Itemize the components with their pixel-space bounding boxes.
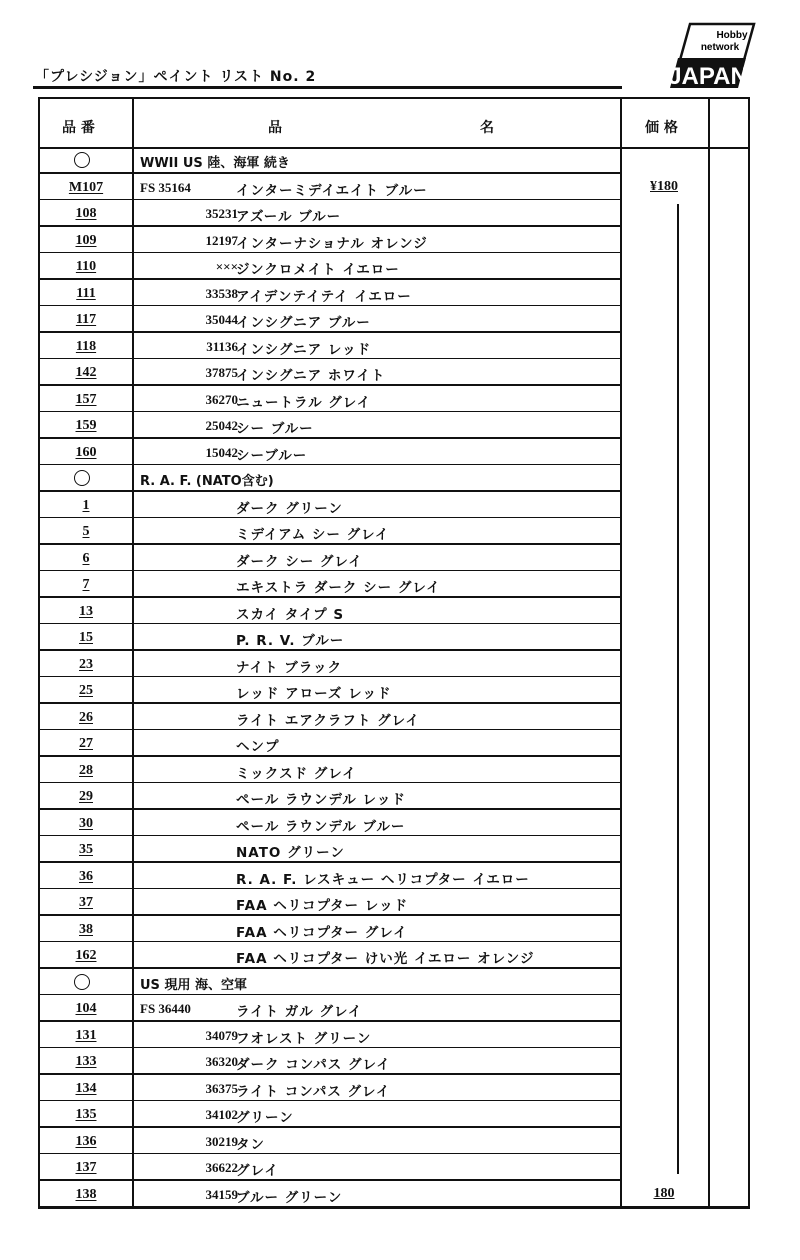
- title-underline: [33, 86, 622, 89]
- item-code: 35: [79, 842, 93, 857]
- item-code: 23: [79, 656, 93, 672]
- paint-name: ライト コンパス グレイ: [236, 1083, 391, 1100]
- paint-name: FAA ヘリコプター けい光 イエロー オレンジ: [236, 951, 535, 967]
- paint-name: ダーク グリーン: [236, 500, 343, 517]
- logo-text-network: network: [700, 42, 740, 53]
- table-row: [40, 810, 748, 837]
- fs-number: 36375: [205, 1080, 238, 1096]
- paint-name: R. A. F. レスキュー ヘリコプター イエロー: [236, 871, 530, 888]
- item-code: 118: [75, 338, 97, 354]
- item-code: 134: [75, 1080, 97, 1096]
- fs-number: 30219: [205, 1133, 238, 1149]
- fs-number: FS 36440: [140, 1001, 191, 1016]
- paint-name: シー ブルー: [236, 421, 314, 437]
- logo-text-hobby: Hobby: [716, 30, 748, 41]
- paint-name: P. R. V. ブルー: [236, 633, 345, 649]
- paint-name: インシグニア レッド: [236, 341, 372, 358]
- item-code: M107: [68, 179, 104, 195]
- paint-list-table: [38, 97, 750, 1209]
- table-row: [40, 863, 748, 890]
- table-row: [40, 439, 748, 466]
- table-row: [40, 1022, 748, 1049]
- fs-number: 34079: [205, 1027, 238, 1043]
- paint-name: アイデンテイテイ イエロー: [236, 288, 412, 305]
- item-code: 7: [82, 577, 90, 592]
- item-code: 135: [75, 1107, 97, 1122]
- table-row: [40, 174, 748, 201]
- item-code: 111: [76, 285, 96, 301]
- table-row: [40, 545, 748, 572]
- paint-name: ニュートラル グレイ: [236, 394, 372, 411]
- fs-number: 34102: [205, 1107, 238, 1122]
- item-code: 13: [79, 603, 93, 619]
- section-row: [40, 465, 748, 492]
- table-row: [40, 704, 748, 731]
- item-code: 117: [75, 312, 97, 327]
- header-name-right: 名: [480, 120, 494, 136]
- table-row: [40, 889, 748, 916]
- fs-number: 34159: [205, 1186, 238, 1202]
- fs-number: 33538: [205, 285, 238, 301]
- item-code: 27: [79, 736, 93, 751]
- item-code: 131: [75, 1027, 97, 1043]
- hobby-network-japan-logo: [662, 20, 758, 90]
- item-code: 25: [79, 683, 93, 698]
- fs-number: 25042: [205, 418, 238, 433]
- item-code: 26: [79, 709, 93, 725]
- table-row: [40, 624, 748, 651]
- section-row: [40, 147, 748, 174]
- fs-number: ×××: [215, 259, 238, 274]
- page-title: 「プレシジョン」ペイント リスト No. 2: [35, 69, 317, 85]
- fs-number: 15042: [205, 444, 238, 460]
- paint-name: タン: [236, 1136, 265, 1153]
- price: ¥180: [650, 178, 678, 194]
- item-code: 110: [75, 259, 97, 274]
- paint-name: ミデイアム シー グレイ: [236, 527, 390, 543]
- item-code: 136: [75, 1133, 97, 1149]
- logo-text-japan: JAPAN: [668, 63, 748, 90]
- paint-name: フオレスト グリーン: [236, 1030, 372, 1047]
- header-price: 価 格: [645, 120, 678, 136]
- table-row: [40, 1128, 748, 1155]
- section-heading: R. A. F. (NATO含む): [140, 474, 274, 489]
- table-row: [40, 200, 748, 227]
- section-row: [40, 969, 748, 996]
- paint-name: ダーク シー グレイ: [236, 553, 363, 570]
- price: 180: [653, 1185, 675, 1201]
- circle-icon: [74, 974, 90, 990]
- table-row: [40, 1075, 748, 1102]
- item-code: 29: [79, 789, 93, 804]
- item-code: 28: [79, 762, 93, 778]
- paint-name: インターナショナル オレンジ: [236, 235, 428, 252]
- table-row: [40, 995, 748, 1022]
- item-code: 160: [75, 444, 97, 460]
- table-row: [40, 333, 748, 360]
- fs-number: 36270: [205, 391, 238, 407]
- item-code: 30: [79, 815, 93, 831]
- table-row: [40, 730, 748, 757]
- item-code: 1: [82, 497, 90, 513]
- item-code: 36: [79, 868, 93, 884]
- fs-number: 35044: [205, 312, 238, 327]
- item-code: 104: [75, 1001, 97, 1016]
- item-code: 162: [75, 948, 97, 963]
- paint-name: ペール ラウンデル レッド: [236, 792, 406, 808]
- paint-name: ペール ラウンデル ブルー: [236, 818, 406, 835]
- item-code: 109: [75, 232, 97, 248]
- paint-name: グリーン: [236, 1110, 294, 1126]
- table-row: [40, 836, 748, 863]
- table-row: [40, 942, 748, 969]
- table-row: [40, 651, 748, 678]
- table-row: [40, 359, 748, 386]
- fs-number: FS 35164: [140, 179, 191, 195]
- circle-icon: [74, 470, 90, 486]
- paint-name: エキストラ ダーク シー グレイ: [236, 580, 441, 596]
- table-row: [40, 253, 748, 280]
- item-code: 15: [79, 630, 93, 645]
- header-code: 品 番: [62, 120, 95, 136]
- section-heading: US 現用 海、空軍: [140, 977, 247, 993]
- paint-name: インターミデイエイト ブルー: [236, 182, 428, 199]
- table-row: [40, 306, 748, 333]
- table-row: [40, 227, 748, 254]
- column-divider: [708, 99, 710, 1207]
- paint-name: インシグニア ブルー: [236, 315, 371, 331]
- item-code: 159: [75, 418, 97, 433]
- table-row: [40, 571, 748, 598]
- paint-name: シーブルー: [236, 447, 308, 464]
- item-code: 138: [75, 1186, 97, 1202]
- item-code: 37: [79, 895, 93, 910]
- fs-number: 36320: [205, 1054, 238, 1069]
- paint-name: ライト エアクラフト グレイ: [236, 712, 420, 729]
- paint-name: アズール ブルー: [236, 209, 342, 225]
- column-divider: [132, 99, 134, 1207]
- column-divider: [620, 99, 622, 1207]
- paint-name: ヘンプ: [236, 739, 280, 755]
- row-rule: [40, 1206, 748, 1208]
- paint-name: ナイト ブラック: [236, 659, 342, 676]
- table-row: [40, 1101, 748, 1128]
- table-row: [40, 518, 748, 545]
- table-row: [40, 280, 748, 307]
- table-row: [40, 916, 748, 943]
- paint-name: レッド アローズ レッド: [236, 686, 392, 702]
- fs-number: 36622: [205, 1160, 238, 1175]
- item-code: 6: [82, 550, 90, 566]
- item-code: 137: [75, 1160, 97, 1175]
- item-code: 38: [79, 921, 93, 937]
- section-heading: WWII US 陸、海軍 続き: [140, 156, 290, 171]
- paint-name: ライト ガル グレイ: [236, 1004, 363, 1020]
- table-row: [40, 783, 748, 810]
- price-continuation-line: [677, 204, 679, 1174]
- fs-number: 12197: [205, 232, 238, 248]
- fs-number: 37875: [205, 365, 238, 380]
- item-code: 5: [82, 524, 90, 539]
- paint-name: ジンクロメイト イエロー: [236, 262, 400, 278]
- item-code: 133: [75, 1054, 97, 1069]
- table-row: [40, 1181, 748, 1208]
- fs-number: 31136: [206, 338, 238, 354]
- paint-name: ダーク コンパス グレイ: [236, 1057, 391, 1073]
- table-row: [40, 386, 748, 413]
- paint-name: ブルー グリーン: [236, 1189, 343, 1206]
- paint-name: インシグニア ホワイト: [236, 368, 386, 384]
- table-row: [40, 1048, 748, 1075]
- item-code: 157: [75, 391, 97, 407]
- item-code: 108: [75, 206, 97, 221]
- table-row: [40, 492, 748, 519]
- paint-name: グレイ: [236, 1163, 279, 1179]
- paint-name: NATO グリーン: [236, 845, 345, 861]
- paint-name: FAA ヘリコプター レッド: [236, 898, 409, 914]
- paint-name: スカイ タイプ S: [236, 606, 345, 623]
- paint-name: FAA ヘリコプター グレイ: [236, 924, 408, 941]
- paint-name: ミックスド グレイ: [236, 765, 357, 782]
- table-row: [40, 677, 748, 704]
- table-row: [40, 598, 748, 625]
- item-code: 142: [75, 365, 97, 380]
- table-header: [40, 99, 748, 149]
- header-name-left: 品: [268, 120, 282, 136]
- table-row: [40, 757, 748, 784]
- fs-number: 35231: [205, 206, 238, 221]
- table-row: [40, 1154, 748, 1181]
- table-row: [40, 412, 748, 439]
- circle-icon: [74, 152, 90, 168]
